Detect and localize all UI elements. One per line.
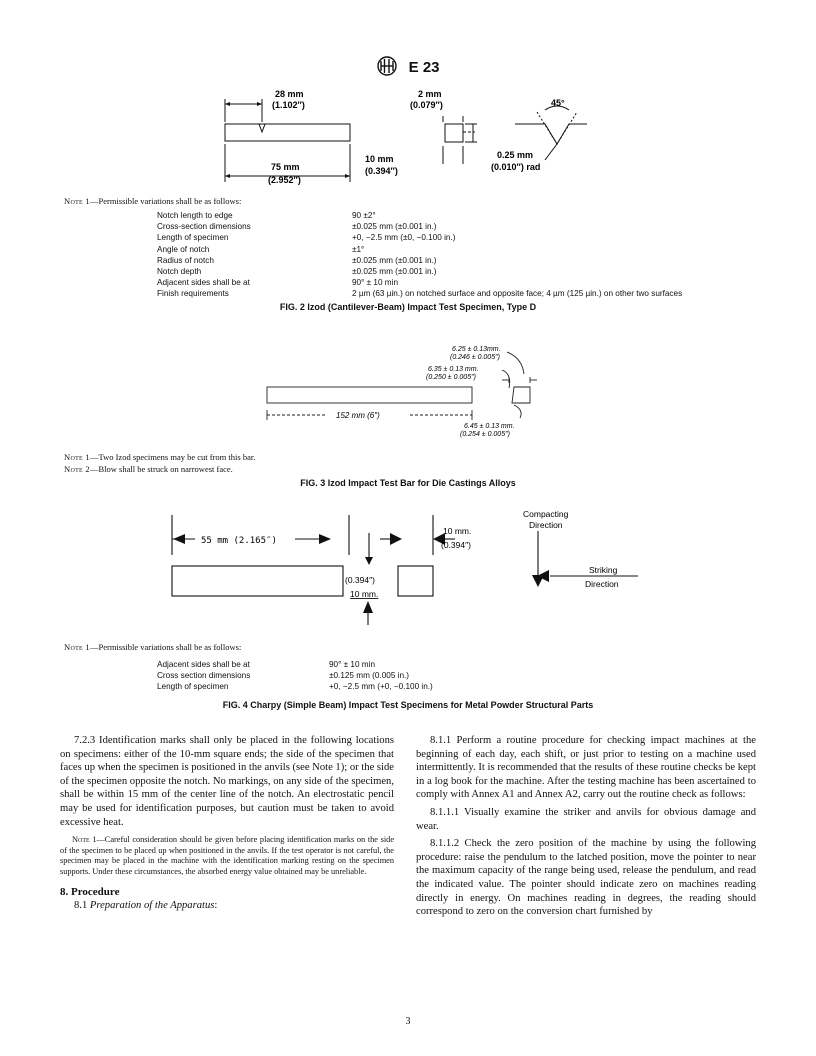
- fig2-note: [64, 196, 241, 206]
- subsection-number: 8.1: [74, 899, 88, 911]
- fig4-length: 55 mm (2.165″): [201, 536, 277, 546]
- fig2-rad-mm: 0.25 mm: [497, 150, 534, 160]
- tolerance-key: Length of specimen: [157, 682, 229, 692]
- note-text: —Blow shall be struck on narrowest face.: [89, 464, 233, 474]
- fig2-note-text: —Permissible variations shall be as follows:: [89, 196, 242, 206]
- fig3-drawing: [262, 340, 562, 445]
- tolerance-row: [157, 244, 757, 255]
- tolerance-value: +0, −2.5 mm (±0, −0.100 in.): [352, 233, 456, 243]
- paragraph-8-1-1: [416, 734, 756, 802]
- tolerance-row: [157, 277, 757, 288]
- tolerance-row: [157, 681, 657, 692]
- note-prefix: Note 1: [72, 835, 97, 845]
- right-column: [416, 734, 756, 919]
- tolerance-row: [157, 659, 657, 670]
- fig2-w10-in: (0.394″): [365, 166, 398, 176]
- fig4-h-in: (0.394″): [345, 575, 375, 585]
- fig2-w10-mm: 10 mm: [365, 154, 394, 164]
- fig3-length: 152 mm (6″): [336, 411, 380, 420]
- fig4-drawing: [165, 503, 665, 633]
- fig3-b-in: (0.250 ± 0.005″): [426, 374, 476, 381]
- tolerance-value: ±1°: [352, 244, 365, 254]
- fig2-len75-mm: 75 mm: [271, 162, 300, 172]
- paragraph-text: 8.1.1 Perform a routine procedure for checking impact machines at the beginning of each day, each shift, or just prior to testing on a machine used intermittently. It is recommended that the results of these routine checks be kept in a log book for the machine. After the testing machine has been ascertained to comply with Annex A1 and Annex A2, carry out the routine check as follows:: [416, 735, 756, 801]
- fig4-w-mm: 10 mm.: [443, 526, 472, 536]
- fig4-striking-2: Direction: [585, 579, 619, 589]
- note-text: —Two Izod specimens may be cut from this bar.: [89, 452, 256, 462]
- paragraph-8-1-1-2: [416, 837, 756, 919]
- left-column: [60, 734, 394, 912]
- note-prefix: Note 1: [64, 452, 90, 462]
- tolerance-value: +0, −2.5 mm (+0, −0.100 in.): [329, 682, 433, 692]
- page-number: 3: [405, 1016, 411, 1027]
- left-note-1: [60, 835, 394, 877]
- fig3-a-mm: 6.25 ± 0.13mm.: [452, 346, 501, 353]
- subsection-title: Preparation of the Apparatus: [89, 899, 215, 911]
- tolerance-row: [157, 255, 757, 266]
- fig3-notes: [64, 451, 255, 475]
- tolerance-row: [157, 670, 657, 681]
- paragraph-text: 8.1.1.1 Visually examine the striker and anvils for obvious damage and wear.: [416, 806, 756, 832]
- tolerance-row: [157, 266, 757, 277]
- fig3-b-mm: 6.35 ± 0.13 mm.: [428, 366, 479, 373]
- fig4-caption: FIG. 4 Charpy (Simple Beam) Impact Test Specimens for Metal Powder Structural Parts: [222, 700, 594, 710]
- fig4-tolerance-table: [157, 659, 657, 693]
- tolerance-key: Cross section dimensions: [157, 671, 251, 681]
- tolerance-key: Radius of notch: [157, 255, 214, 265]
- paragraph-7-2-3: [60, 734, 394, 829]
- tolerance-row: [157, 232, 757, 243]
- tolerance-value: 90° ± 10 min: [352, 278, 398, 288]
- standard-designation: E 23: [408, 58, 440, 76]
- tolerance-value: 2 µm (63 µin.) on notched surface and opposite face; 4 µm (125 µin.) on other two surfaces: [352, 289, 683, 299]
- tolerance-key: Adjacent sides shall be at: [157, 660, 250, 669]
- subsection-8-1: [60, 899, 394, 913]
- tolerance-value: ±0.025 mm (±0.001 in.): [352, 255, 437, 265]
- tolerance-value: ±0.125 mm (0.005 in.): [329, 671, 410, 681]
- fig4-note-prefix: Note 1: [64, 642, 90, 652]
- fig4-striking-1: Striking: [589, 565, 618, 575]
- fig2-tolerance-table: [157, 210, 757, 300]
- fig2-len75-in: (2.952″): [268, 175, 301, 185]
- tolerance-key: Length of specimen: [157, 233, 229, 243]
- section-heading-procedure: 8. Procedure: [60, 885, 120, 898]
- astm-logo-icon: [376, 56, 398, 80]
- note-prefix: Note 2: [64, 464, 90, 474]
- fig2-note-prefix: Note 1: [64, 196, 90, 206]
- tolerance-key: Cross-section dimensions: [157, 222, 251, 232]
- tolerance-key: Adjacent sides shall be at: [157, 278, 250, 288]
- fig4-note: [64, 642, 241, 652]
- paragraph-text: 8.1.1.2 Check the zero position of the machine by using the following procedure: raise the pendulum to the latched position, move the pointer to near the maximum capacity of the range being used, release the pendulum, and read the indicated value. The pointer should indicate zero on machines reading directly in energy. On machines reading in degrees, the reading should correspond to zero on the conversion chart furnished by: [416, 838, 756, 918]
- fig3-a-in: (0.246 ± 0.005″): [450, 354, 500, 361]
- fig2-caption: FIG. 2 Izod (Cantilever-Beam) Impact Test Specimen, Type D: [279, 302, 537, 312]
- page-header: [0, 56, 816, 80]
- paragraph-text: 7.2.3 Identification marks shall only be placed in the following locations on specimens: either of the 10-mm square ends; the side of the specimen that faces up when the specimen is positioned in the anvils (see Note 1); or the side of the specimen opposite the notch. No markings, on any side of the specimen, shall be within 15 mm of the center line of the notch. An electrostatic pencil may be used for identification purposes, but caution must be taken to avoid excessive heat.: [60, 735, 394, 828]
- fig3-note-1: [64, 451, 255, 463]
- subsection-colon: :: [214, 899, 218, 911]
- fig4-compacting-1: Compacting: [523, 509, 569, 519]
- tolerance-value: 90° ± 10 min: [329, 660, 375, 669]
- fig2-d2-mm: 2 mm: [418, 89, 442, 99]
- fig2-drawing: [215, 84, 605, 194]
- fig2-rad-in: (0.010″) rad: [491, 162, 541, 172]
- tolerance-key: Notch length to edge: [157, 211, 233, 220]
- fig2-len28-in: (1.102″): [272, 100, 305, 110]
- tolerance-value: 90 ±2°: [352, 211, 376, 220]
- fig3-note-2: [64, 463, 255, 475]
- tolerance-key: Finish requirements: [157, 289, 229, 299]
- fig4-h-mm: 10 mm.: [350, 589, 379, 599]
- fig3-caption: FIG. 3 Izod Impact Test Bar for Die Castings Alloys: [300, 478, 516, 488]
- note-text: —Careful consideration should be given before placing identification marks on the side of the specimen to be placed up when positioned in the anvils. If the test operator is not careful, the specimen may be placed in the machine with the identification marking resting on the specimen supports. Under these circumstances, the absorbed energy value obtained may be unreliable.: [60, 835, 394, 876]
- tolerance-value: ±0.025 mm (±0.001 in.): [352, 222, 437, 232]
- tolerance-value: ±0.025 mm (±0.001 in.): [352, 266, 437, 276]
- fig2-d2-in: (0.079″): [410, 100, 443, 110]
- fig4-note-text: —Permissible variations shall be as follows:: [89, 642, 242, 652]
- tolerance-row: [157, 288, 757, 299]
- fig3-c-mm: 6.45 ± 0.13 mm.: [464, 423, 515, 430]
- tolerance-row: [157, 210, 757, 221]
- tolerance-key: Angle of notch: [157, 244, 210, 254]
- tolerance-row: [157, 221, 757, 232]
- paragraph-8-1-1-1: [416, 806, 756, 833]
- tolerance-key: Notch depth: [157, 266, 202, 276]
- fig4-compacting-2: Direction: [529, 520, 563, 530]
- fig4-w-in: (0.394″): [441, 540, 471, 550]
- fig2-len28-mm: 28 mm: [275, 89, 304, 99]
- fig2-angle: 45°: [551, 98, 565, 108]
- fig3-c-in: (0.254 ± 0.005″): [460, 431, 510, 438]
